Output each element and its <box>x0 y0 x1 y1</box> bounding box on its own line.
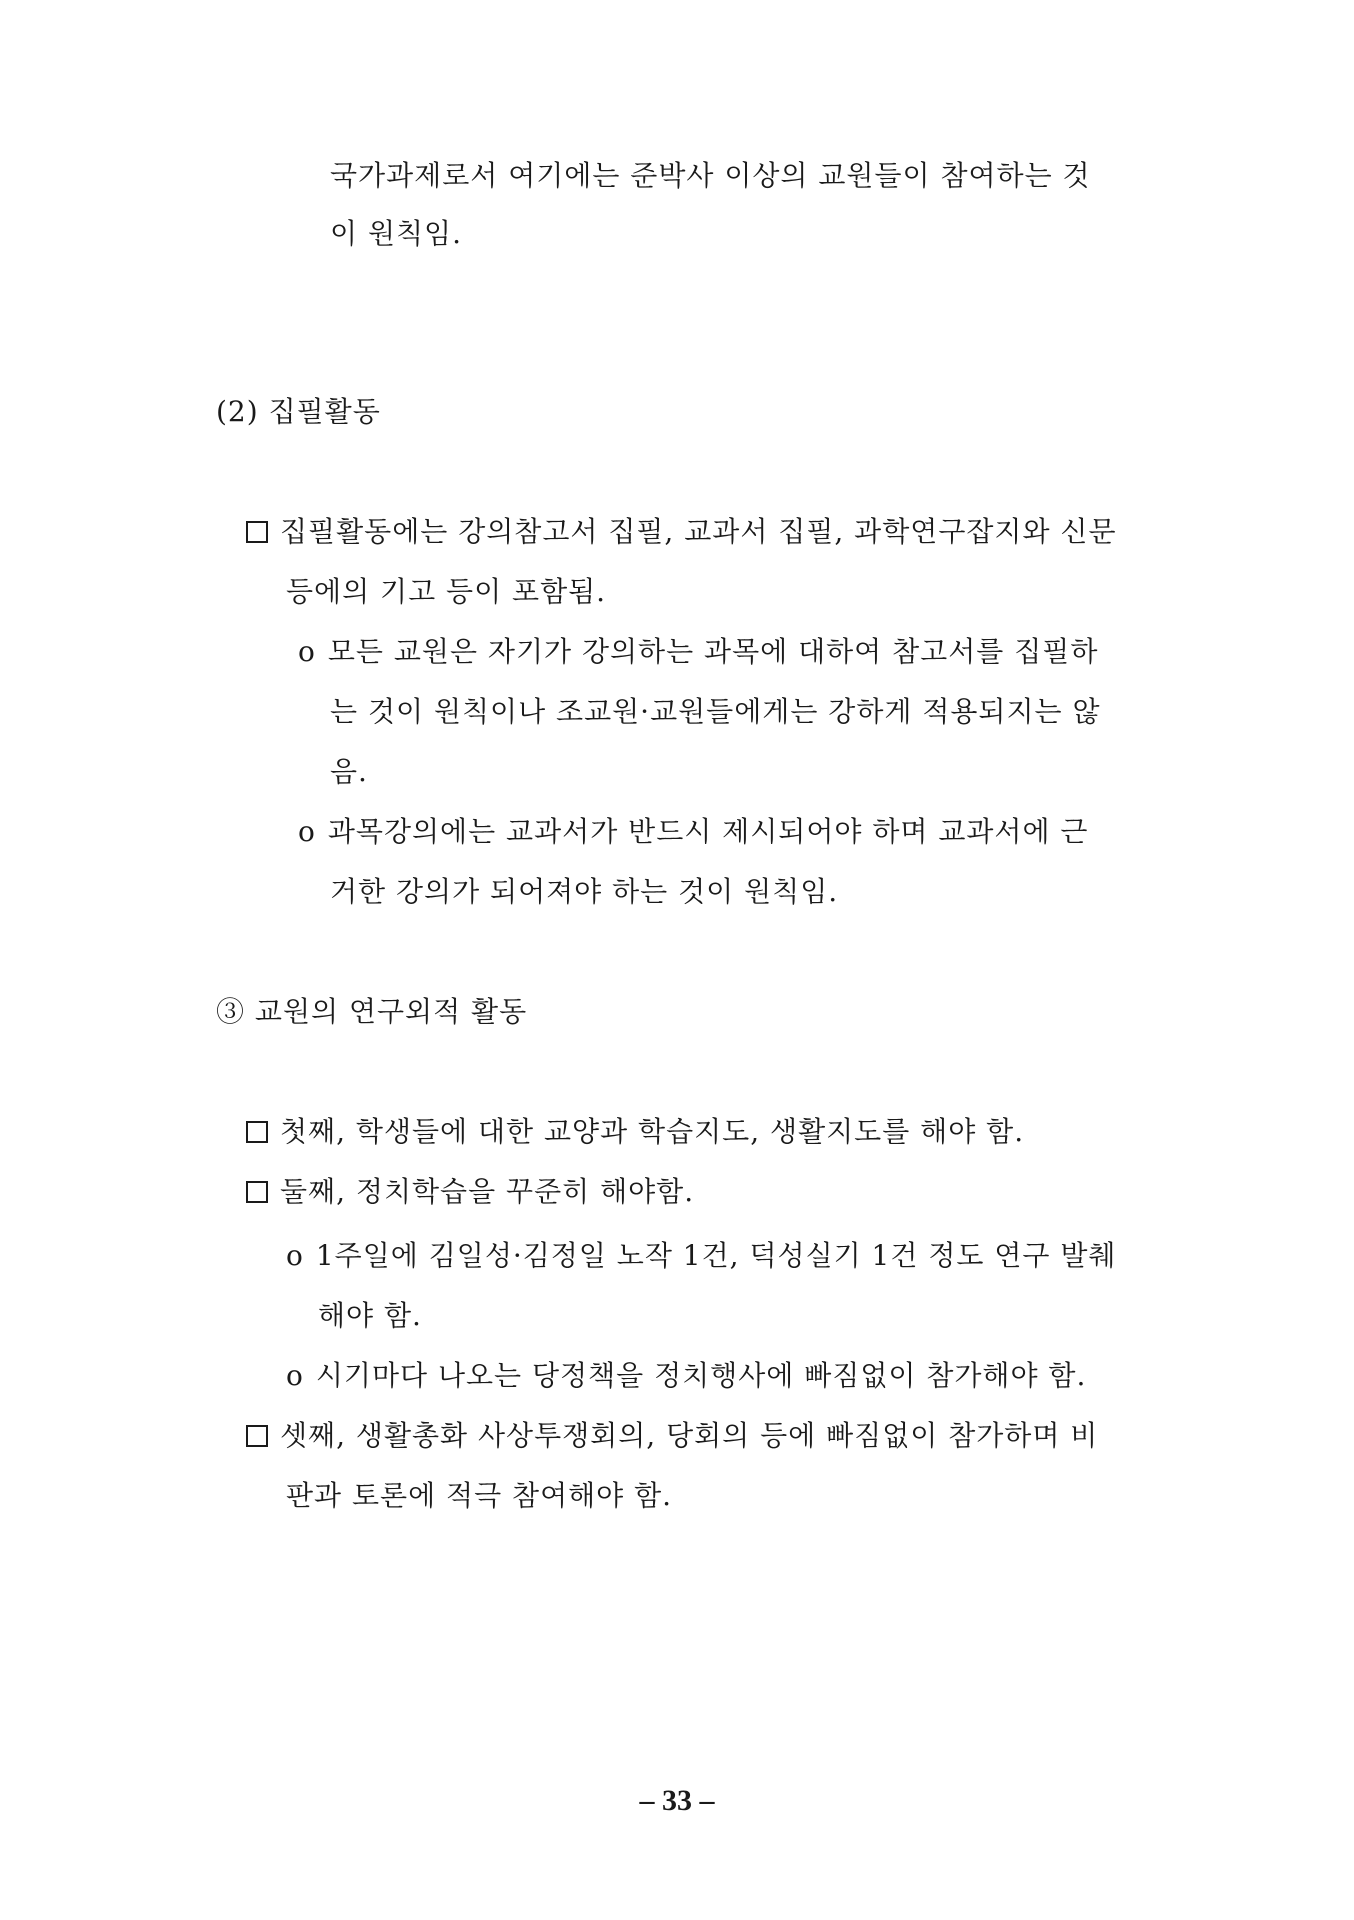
paragraph-line: 국가과제로서 여기에는 준박사 이상의 교원들이 참여하는 것 <box>330 159 1091 192</box>
list-item: o 과목강의에는 교과서가 반드시 제시되어야 하며 교과서에 근 <box>298 812 1130 852</box>
bullet-icon: o <box>286 1359 304 1392</box>
bullet-icon: o <box>298 815 316 848</box>
paragraph-line: 는 것이 원칙이나 조교원·교원들에게는 강하게 적용되지는 않 <box>330 695 1101 728</box>
section-heading: ③ 교원의 연구외적 활동 <box>216 995 528 1028</box>
checkbox-icon <box>246 1425 268 1447</box>
paragraph-line: 해야 함. <box>318 1299 422 1332</box>
bullet-icon: o <box>286 1239 304 1272</box>
list-item: o 모든 교원은 자기가 강의하는 과목에 대하여 참고서를 집필하 <box>298 632 1130 672</box>
list-item: o 1주일에 김일성·김정일 노작 1건, 덕성실기 1건 정도 연구 발췌 <box>286 1236 1130 1276</box>
paragraph-line: 이 원칙임. <box>330 217 462 250</box>
paragraph-line: 등에의 기고 등이 포함됨. <box>286 575 607 608</box>
section-heading: (2) 집필활동 <box>216 395 381 428</box>
checkbox-item: 셋째, 생활총화 사상투쟁회의, 당회의 등에 빠짐없이 참가하며 비 <box>246 1416 1130 1456</box>
checkbox-icon <box>246 1181 268 1203</box>
checkbox-item: 첫째, 학생들에 대한 교양과 학습지도, 생활지도를 해야 함. <box>246 1112 1024 1152</box>
bullet-icon: o <box>298 635 316 668</box>
page-number: – 33 – <box>639 1784 715 1817</box>
paragraph-line: 판과 토론에 적극 참여해야 함. <box>286 1479 673 1512</box>
paragraph-line: 음. <box>330 755 368 788</box>
checkbox-item: 집필활동에는 강의참고서 집필, 교과서 집필, 과학연구잡지와 신문 <box>246 512 1130 552</box>
list-item: o 시기마다 나오는 당정책을 정치행사에 빠짐없이 참가해야 함. <box>286 1356 1086 1396</box>
paragraph-line: 거한 강의가 되어져야 하는 것이 원칙임. <box>330 875 839 908</box>
checkbox-item: 둘째, 정치학습을 꾸준히 해야함. <box>246 1172 694 1212</box>
checkbox-icon <box>246 521 268 543</box>
checkbox-icon <box>246 1121 268 1143</box>
